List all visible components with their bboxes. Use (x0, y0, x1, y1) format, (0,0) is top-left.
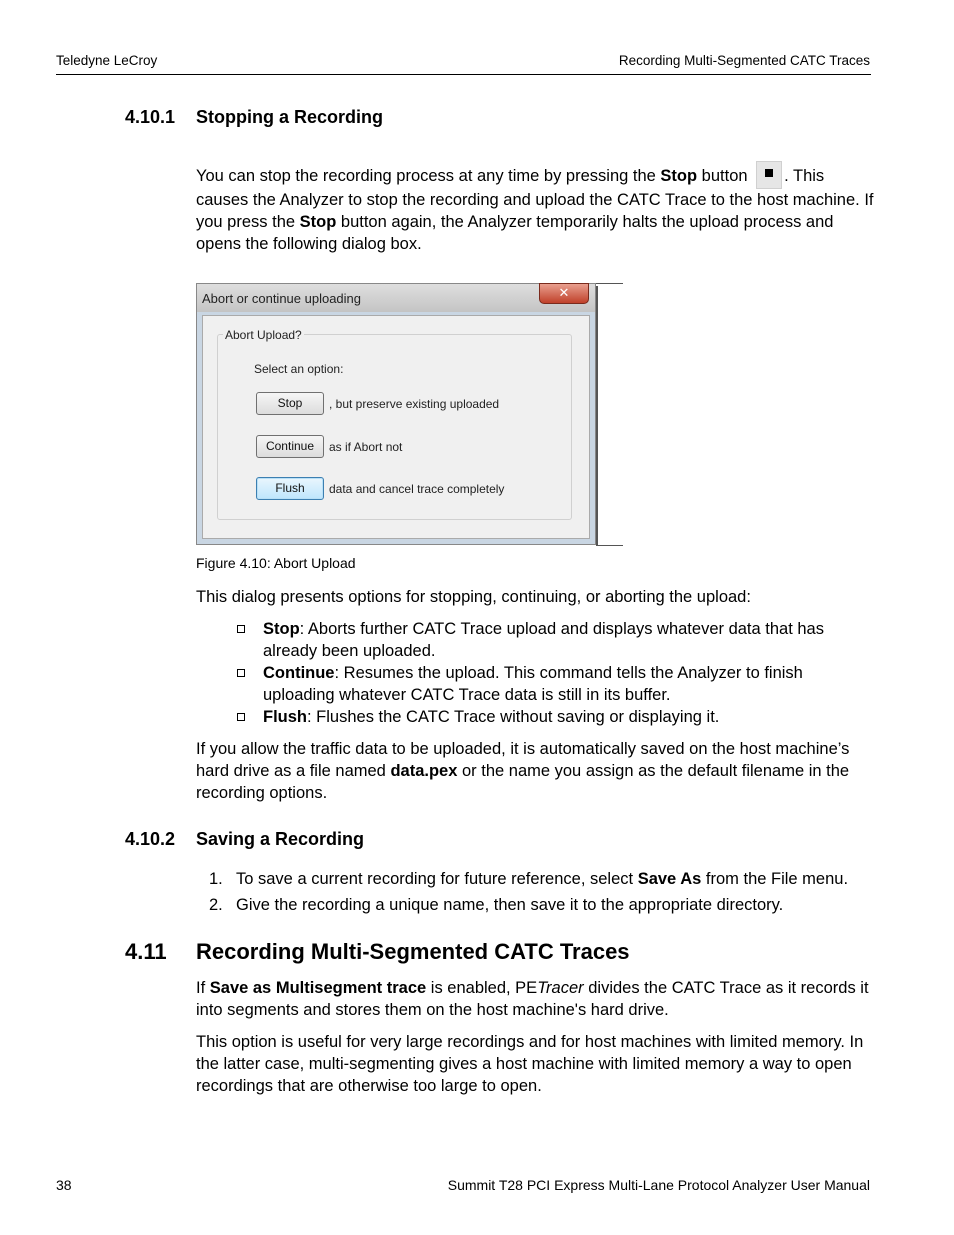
checkbox-bullet-icon (237, 713, 245, 721)
section-heading-4-11 (125, 939, 725, 967)
figure-border-bottom (596, 545, 623, 546)
group-label: Abort Upload? (225, 328, 302, 342)
stop-square-icon (756, 161, 782, 189)
flush-button[interactable]: Flush (256, 477, 324, 500)
section-number: 4.11 (125, 939, 167, 964)
header-right: Recording Multi-Segmented CATC Traces (618, 53, 870, 68)
section-title: Stopping a Recording (196, 107, 383, 127)
close-icon[interactable]: ✕ (539, 283, 589, 304)
section-title: Recording Multi-Segmented CATC Traces (196, 939, 630, 964)
section-number: 4.10.2 (125, 829, 176, 849)
header-rule (56, 74, 871, 75)
save-steps-list: 1. To save a current recording for future reference, select Save As from the File menu. 2. Give the recording a unique name, then save it to the appropriate directory. (209, 870, 849, 914)
stop-paragraph: You can stop the recording process at any time by pressing the Stop button . This causes the Analyzer to stop the recording and upload the CATC Trace to the host machine. If you press the Stop button again, the Analyzer temporarily halts the upload process and opens the following dialog box. (196, 161, 876, 255)
options-intro: This dialog presents options for stopping, continuing, or aborting the upload: (196, 588, 751, 606)
dialog-shadow (596, 286, 598, 545)
memory-paragraph: This option is useful for very large recordings and for host machines with limited memory. In the latter case, multi-segmenting gives a host machine with limited memory a way to open recordings that are otherwise too large to open. (196, 1033, 864, 1095)
dialog-title: Abort or continue uploading (202, 291, 362, 306)
section-number: 4.10.1 (125, 107, 176, 127)
options-list: Stop: Aborts further CATC Trace upload and displays whatever data that has already been uploaded. Continue: Resumes the upload. This command tells the Analyzer to finish uploading whatever CATC Trace data is still in its buffer. Flush: Flushes the CATC Trace without saving or displaying it. (237, 618, 877, 728)
section-heading-4-10-1 (125, 107, 525, 131)
flush-option-text: data and cancel trace completely (329, 482, 505, 496)
dialog-prompt: Select an option: (254, 362, 344, 376)
section-heading-4-10-2 (125, 829, 525, 853)
section-title: Saving a Recording (196, 829, 365, 849)
figure-caption: Figure 4.10: Abort Upload (196, 555, 356, 571)
multisegment-paragraph: If Save as Multisegment trace is enabled, PETracer divides the CATC Trace as it records it into segments and stores them on the host machine's hard drive. (196, 979, 869, 1019)
checkbox-bullet-icon (237, 669, 245, 677)
header-left: Teledyne LeCroy (56, 53, 158, 68)
stop-button[interactable]: Stop (256, 392, 324, 415)
continue-button[interactable]: Continue (256, 435, 324, 458)
page-number: 38 (56, 1177, 72, 1193)
abort-upload-dialog (196, 283, 596, 545)
continue-option-text: as if Abort not (329, 440, 403, 454)
upload-paragraph: If you allow the traffic data to be uploaded, it is automatically saved on the host machine’s hard drive as a file named data.pex or the name you assign as the default filename in the recording options. (196, 740, 850, 802)
stop-option-text: , but preserve existing uploaded (329, 397, 500, 411)
figure-border-top (596, 283, 623, 284)
footer-manual-title: Summit T28 PCI Express Multi-Lane Protocol Analyzer User Manual (447, 1177, 870, 1193)
dialog-titlebar (197, 284, 595, 312)
checkbox-bullet-icon (237, 625, 245, 633)
